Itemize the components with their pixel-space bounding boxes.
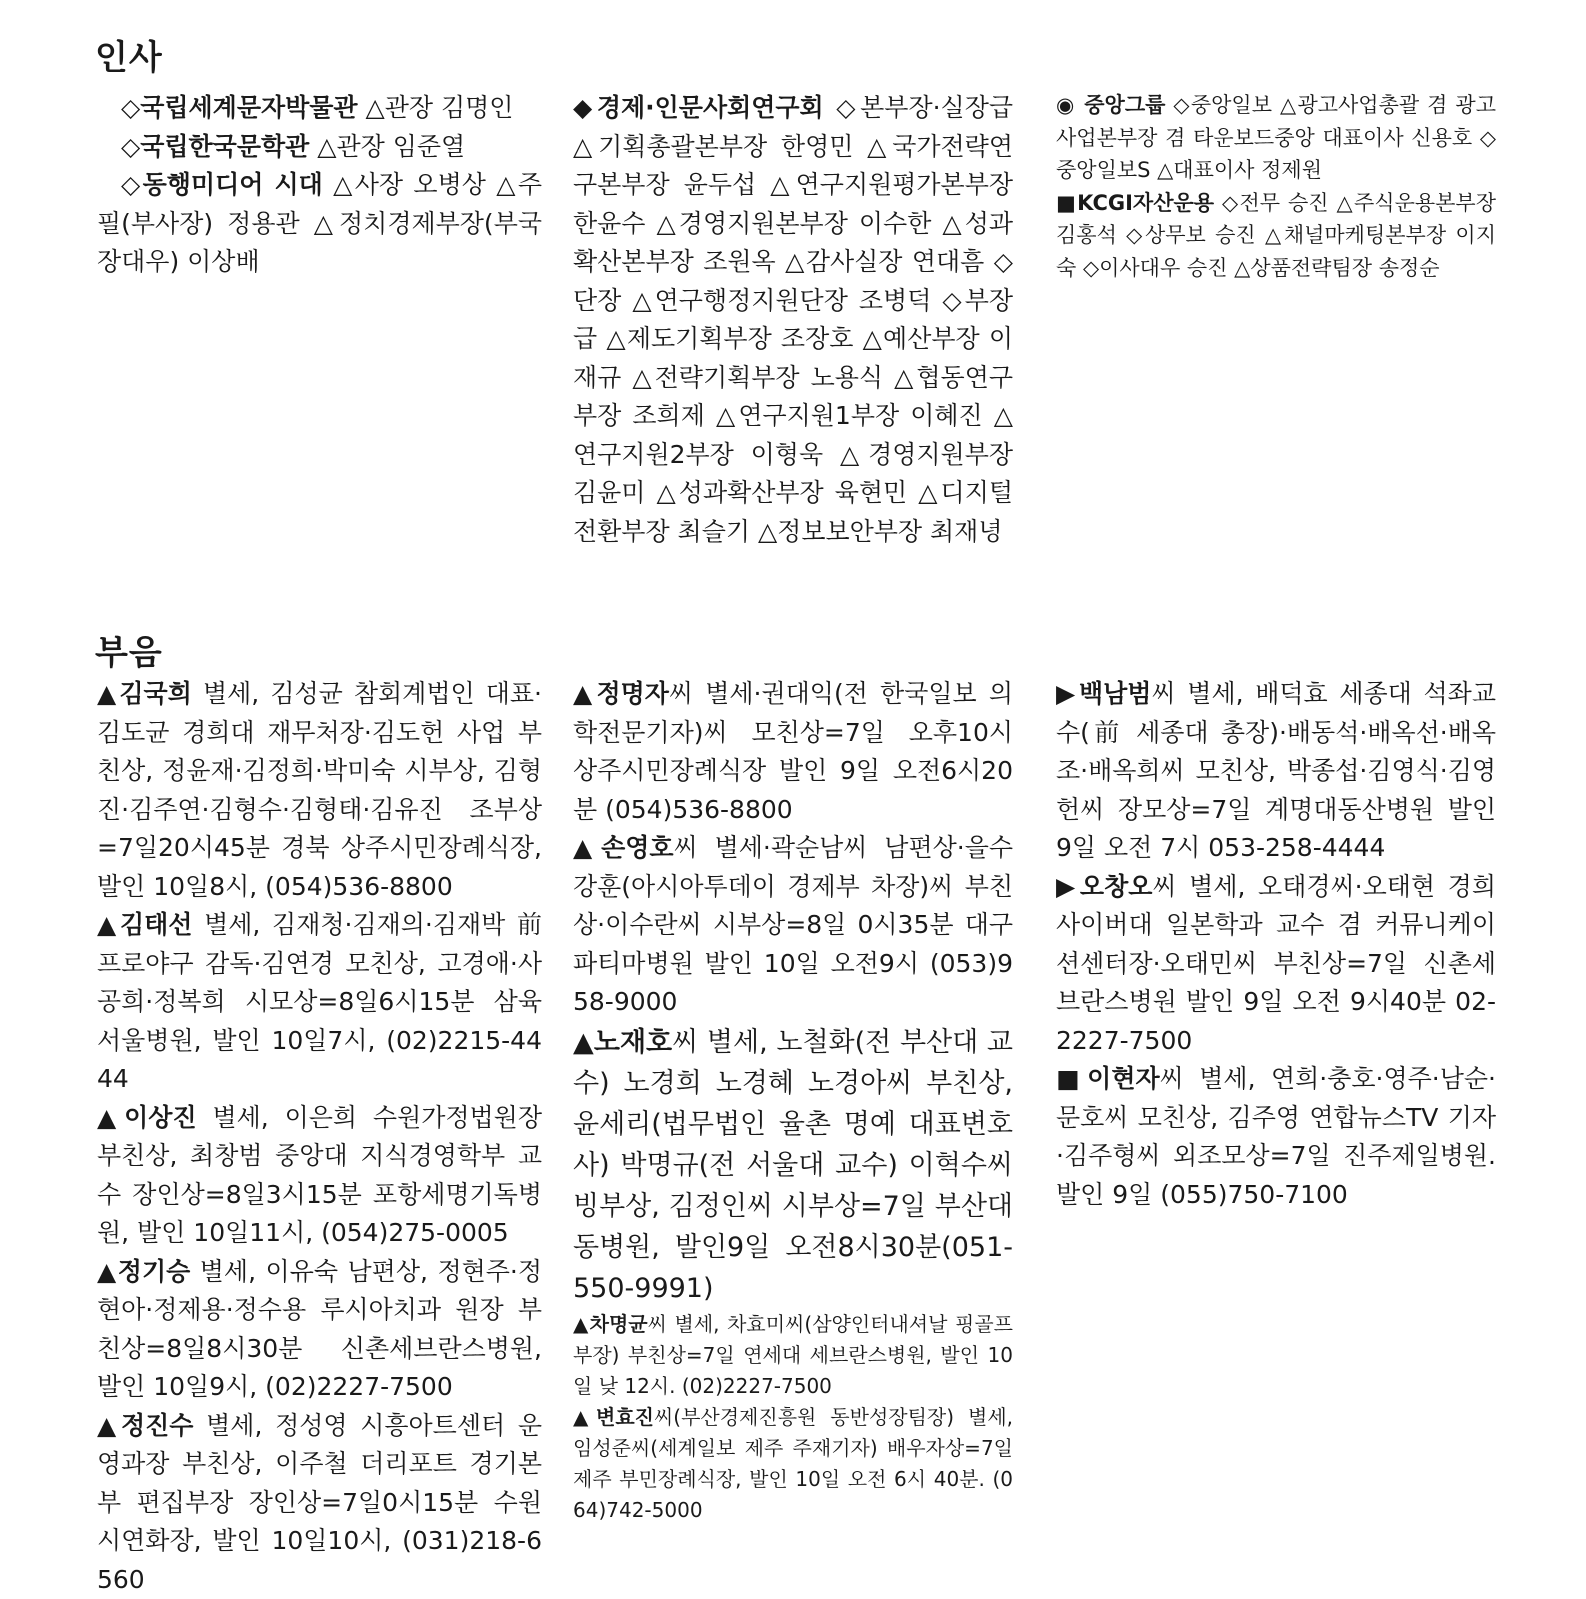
obituary-entry: ▲정진수 별세, 정성영 시흥아트센터 운영과장 부친상, 이주철 더리포트 경기본부 편집부장 장인상=7일0시15분 수원시연화장, 발인 10일10시, (031)218-6560 <box>97 1407 542 1599</box>
obituary-entry: ▲이상진 별세, 이은희 수원가정법원장 부친상, 최창범 중앙대 지식경영학부 교수 장인상=8일3시15분 포항세명기독병원, 발인 10일11시, (054)275-0005 <box>97 1099 542 1253</box>
appointment-entry: ◇동행미디어 시대 △사장 오병상 △주필(부사장) 정용관 △정치경제부장(부국장대우) 이상배 <box>97 166 542 282</box>
appointments-title: 인사 <box>95 30 163 79</box>
obituary-entry: ▲김태선 별세, 김재청·김재의·김재박 前 프로야구 감독·김연경 모친상, 고경애·사공희·정복희 시모상=8일6시15분 삼육서울병원, 발인 10일7시, (02)2215-4444 <box>97 906 542 1099</box>
obituaries-column-1 <box>97 675 542 1599</box>
appointments-column-1 <box>97 89 542 282</box>
obituary-entry: ■이현자씨 별세, 연희·충호·영주·남순·문호씨 모친상, 김주영 연합뉴스TV 기자·김주형씨 외조모상=7일 진주제일병원. 발인 9일 (055)750-7100 <box>1056 1060 1496 1214</box>
obituary-entry: ▲변효진씨(부산경제진흥원 동반성장팀장) 별세, 임성준씨(세계일보 제주 주재기자) 배우자상=7일 제주 부민장례식장, 발인 10일 오전 6시 40분. (064)742-5000 <box>573 1402 1013 1526</box>
appointment-entry: ◉ 중앙그룹 ◇중앙일보 △광고사업총괄 겸 광고사업본부장 겸 타운보드중앙 대표이사 신용호 ◇중앙일보S △대표이사 정제원 <box>1056 89 1496 187</box>
appointment-entry: ◇국립세계문자박물관 △관장 김명인 <box>97 89 542 128</box>
obituary-entry: ▶백남범씨 별세, 배덕효 세종대 석좌교수(前 세종대 총장)·배동석·배옥선·배옥조·배옥희씨 모친상, 박종섭·김영식·김영헌씨 장모상=7일 계명대동산병원 발인 9일 오전 7시 053-258-4444 <box>1056 675 1496 868</box>
obituary-entry: ▲손영호씨 별세·곽순남씨 남편상·을수 강훈(아시아투데이 경제부 차장)씨 부친상·이수란씨 시부상=8일 0시35분 대구파티마병원 발인 10일 오전9시 (053)958-9000 <box>573 829 1013 1022</box>
obituary-entry: ▲정기승 별세, 이유숙 남편상, 정현주·정현아·정제용·정수용 루시아치과 원장 부친상=8일8시30분 신촌세브란스병원, 발인 10일9시, (02)2227-7500 <box>97 1253 542 1407</box>
appointment-entry: ■KCGI자산운용 ◇전무 승진 △주식운용본부장 김홍석 ◇상무보 승진 △채널마케팅본부장 이지숙 ◇이사대우 승진 △상품전략팀장 송정순 <box>1056 187 1496 285</box>
appointments-column-3 <box>1056 89 1496 284</box>
appointment-entry: ◇국립한국문학관 △관장 임준열 <box>97 128 542 167</box>
obituary-entry: ▲노재호씨 별세, 노철화(전 부산대 교수) 노경희 노경혜 노경아씨 부친상, 윤세리(법무법인 율촌 명예 대표변호사) 박명규(전 서울대 교수) 이혁수씨 빙부상, 김정인씨 시부상=7일 부산대동병원, 발인9일 오전8시30분(051-550-9991) <box>573 1022 1013 1309</box>
obituaries-column-2 <box>573 675 1013 1526</box>
appointment-entry: ◆경제·인문사회연구회 ◇본부장·실장급 △기획총괄본부장 한영민 △국가전략연구본부장 윤두섭 △연구지원평가본부장 한윤수 △경영지원본부장 이수한 △성과확산본부장 조원옥 △감사실장 연대흠 ◇단장 △연구행정지원단장 조병덕 ◇부장급 △제도기획부장 조장호 △예산부장 이재규 △전략기획부장 노용식 △협동연구부장 조희제 △연구지원1부장 이혜진 △연구지원2부장 이형욱 △경영지원부장 김윤미 △성과확산부장 육현민 △디지털전환부장 최슬기 △정보보안부장 최재녕 <box>573 89 1013 551</box>
obituaries-title: 부음 <box>95 625 163 674</box>
appointments-column-2 <box>573 89 1013 551</box>
obituaries-column-3 <box>1056 675 1496 1214</box>
obituary-entry: ▲김국희 별세, 김성균 참회계법인 대표·김도균 경희대 재무처장·김도헌 사업 부친상, 정윤재·김정희·박미숙 시부상, 김형진·김주연·김형수·김형태·김유진 조부상=7일20시45분 경북 상주시민장례식장, 발인 10일8시, (054)536-8800 <box>97 675 542 906</box>
obituary-entry: ▲정명자씨 별세·권대익(전 한국일보 의학전문기자)씨 모친상=7일 오후10시 상주시민장례식장 발인 9일 오전6시20분 (054)536-8800 <box>573 675 1013 829</box>
obituary-entry: ▶오창오씨 별세, 오태경씨·오태현 경희사이버대 일본학과 교수 겸 커뮤니케이션센터장·오태민씨 부친상=7일 신촌세브란스병원 발인 9일 오전 9시40분 02-2227-7500 <box>1056 868 1496 1061</box>
obituary-entry: ▲차명균씨 별세, 차효미씨(삼양인터내셔날 핑골프 부장) 부친상=7일 연세대 세브란스병원, 발인 10일 낮 12시. (02)2227-7500 <box>573 1309 1013 1402</box>
